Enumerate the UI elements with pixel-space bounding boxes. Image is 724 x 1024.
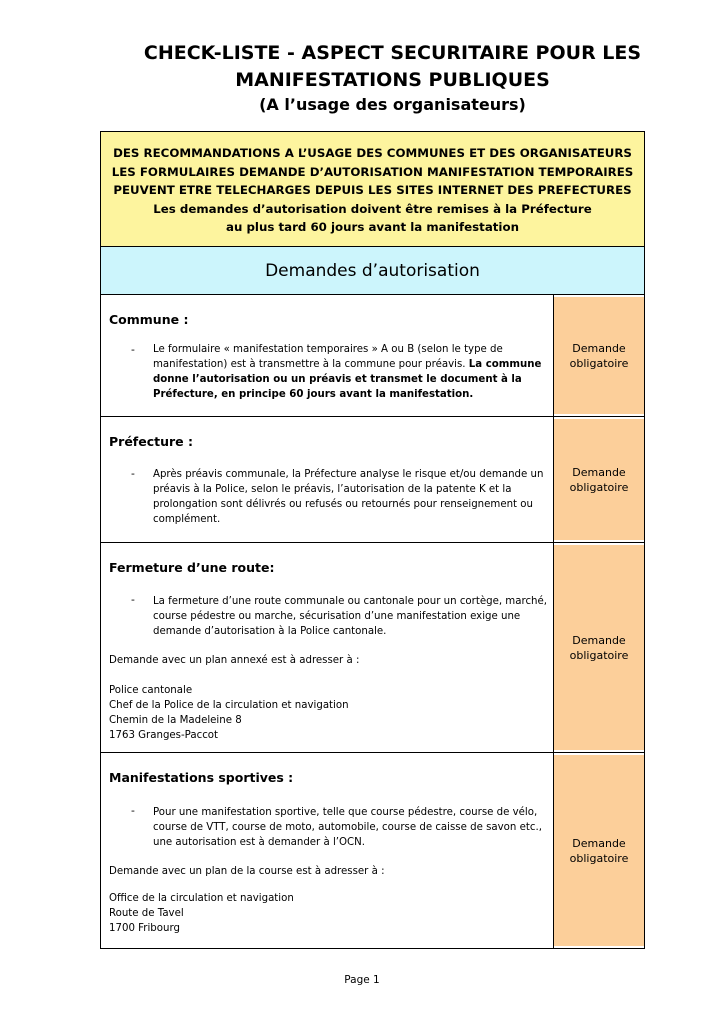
notice-line-4: Les demandes d’autorisation doivent être remises à la Préfecture [153, 201, 592, 216]
row-description: Pour une manifestation sportive, telle que course pédestre, course de vélo, course de VTT, course de moto, automobile, course de caisse de savon etc., une autorisation est à demander à l’OCN. [153, 807, 542, 848]
notice-line-5: au plus tard 60 jours avant la manifestation [226, 220, 519, 234]
row-heading: Préfecture : [109, 434, 193, 449]
checklist-table [100, 131, 645, 949]
row-description-bold: La commune donne l’autorisation ou un préavis et transmet le document à la Préfecture, en principe 60 jours avant la manifestation. [153, 359, 542, 400]
row-heading: Commune : [109, 312, 189, 327]
bullet-dash: - [131, 343, 135, 356]
bullet-dash: - [131, 804, 135, 817]
address-line: 1700 Fribourg [109, 923, 180, 934]
title-line-2: MANIFESTATIONS PUBLIQUES [235, 69, 550, 91]
row-description: La fermeture d’une route communale ou cantonale pour un cortège, marché, course pédestre ou marche, sécurisation d’une manifestation exige une demande d’autorisation à la Police cantonale. [153, 596, 548, 637]
address-line: Office de la circulation et navigation [109, 893, 294, 904]
status-cell [554, 419, 644, 540]
row-content [101, 295, 554, 416]
row-content [101, 543, 554, 752]
address-line: Police cantonale [109, 685, 193, 696]
status-line-2: obligatoire [569, 851, 629, 865]
row-description: Après préavis communale, la Préfecture analyse le risque et/ou demande un préavis à la Police, selon le préavis, l’autorisation de la patente K et la prolongation sont délivrés ou refusés ou retournés pour renseignement ou complément. [153, 469, 544, 525]
submission-note: Demande avec un plan annexé est à adresser à : [109, 655, 360, 666]
document-title [100, 40, 685, 116]
status-cell [554, 545, 644, 750]
bullet-dash: - [131, 467, 135, 480]
status-cell [554, 297, 644, 414]
address-line: Chemin de la Madeleine 8 [109, 715, 242, 726]
status-line-1: Demande [572, 633, 626, 647]
row-content [101, 753, 554, 948]
status-line-1: Demande [572, 341, 626, 355]
document-subtitle: (A l’usage des organisateurs) [259, 95, 526, 114]
row-heading: Fermeture d’une route: [109, 560, 275, 575]
page-number: Page 1 [344, 974, 380, 986]
notice-line-3: PEUVENT ETRE TELECHARGES DEPUIS LES SITES INTERNET DES PREFECTURES [113, 183, 632, 197]
status-line-1: Demande [572, 836, 626, 850]
address-line: 1763 Granges-Paccot [109, 730, 219, 741]
notice-box [101, 132, 644, 247]
title-line-1: CHECK-LISTE - ASPECT SECURITAIRE POUR LES [143, 42, 642, 64]
submission-note: Demande avec un plan de la course est à adresser à : [109, 866, 385, 877]
notice-line-2: LES FORMULAIRES DEMANDE D’AUTORISATION MANIFESTATION TEMPORAIRES [111, 164, 634, 179]
table-row-prefecture [101, 417, 644, 543]
row-content [101, 417, 554, 542]
table-row-route-closure [101, 543, 644, 753]
address-line: Chef de la Police de la circulation et navigation [109, 700, 349, 711]
row-description [153, 342, 547, 402]
notice-line-1: DES RECOMMANDATIONS A L’USAGE DES COMMUNES ET DES ORGANISATEURS [113, 146, 632, 160]
section-title: Demandes d’autorisation [101, 247, 644, 295]
status-line-2: obligatoire [569, 480, 629, 494]
status-cell [554, 755, 644, 946]
postal-address [109, 891, 294, 936]
row-heading: Manifestations sportives : [109, 770, 294, 785]
table-row-sports-events [101, 753, 644, 948]
status-line-1: Demande [572, 465, 626, 479]
table-row-commune [101, 295, 644, 417]
address-line: Route de Tavel [109, 908, 184, 919]
row-description-plain: Le formulaire « manifestation temporaires » A ou B (selon le type de manifestation) est à transmettre à la commune pour préavis. [153, 344, 503, 370]
status-line-2: obligatoire [569, 648, 629, 662]
bullet-dash: - [131, 593, 135, 606]
status-line-2: obligatoire [569, 356, 629, 370]
postal-address [109, 683, 349, 743]
